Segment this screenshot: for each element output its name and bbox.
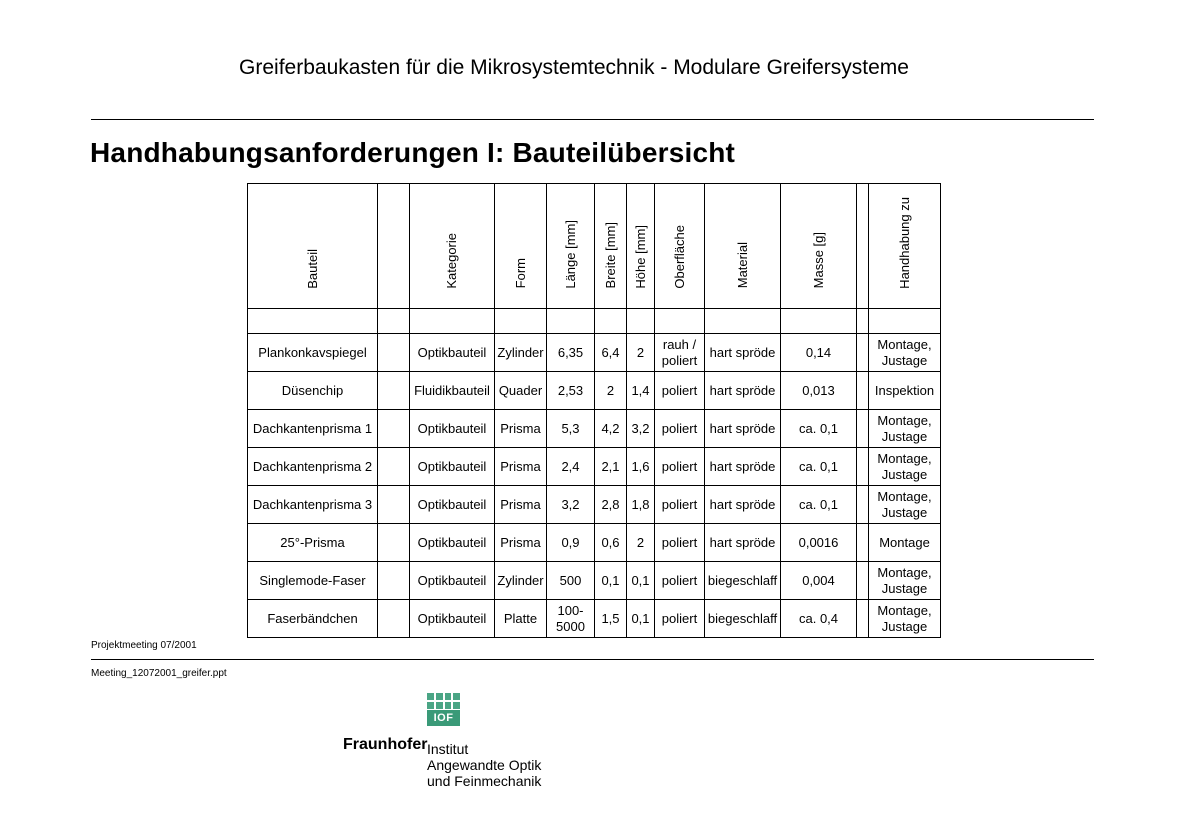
- cell-handhabung: Montage, Justage: [869, 448, 941, 486]
- cell-kategorie: Fluidikbauteil: [410, 372, 495, 410]
- cell-material: biegeschlaff: [705, 600, 781, 638]
- spacer-cell: [378, 448, 410, 486]
- cell-form: Prisma: [495, 448, 547, 486]
- spacer-cell: [378, 410, 410, 448]
- table-row: [248, 524, 941, 562]
- table-row: [248, 448, 941, 486]
- cell-hoehe: 1,4: [627, 372, 655, 410]
- table-row: [248, 486, 941, 524]
- cell-handhabung: Inspektion: [869, 372, 941, 410]
- footer-divider: [91, 659, 1094, 660]
- header-divider: [91, 119, 1094, 120]
- cell-masse: ca. 0,1: [781, 486, 857, 524]
- cell-form: Platte: [495, 600, 547, 638]
- header-kategorie: Kategorie: [410, 184, 495, 309]
- header-laenge: Länge [mm]: [547, 184, 595, 309]
- cell-form: Prisma: [495, 410, 547, 448]
- cell-bauteil: Dachkantenprisma 2: [248, 448, 378, 486]
- cell-oberflaeche: poliert: [655, 448, 705, 486]
- spacer-cell: [857, 524, 869, 562]
- cell-kategorie: Optikbauteil: [410, 448, 495, 486]
- table-spacer-row: [248, 309, 941, 334]
- iof-badge: IOF: [427, 710, 460, 726]
- cell-breite: 0,1: [595, 562, 627, 600]
- cell-laenge: 500: [547, 562, 595, 600]
- table-header-row: [248, 184, 941, 309]
- header-masse: Masse [g]: [781, 184, 857, 309]
- cell-oberflaeche: poliert: [655, 524, 705, 562]
- table-row: [248, 562, 941, 600]
- spacer-cell: [857, 600, 869, 638]
- cell-kategorie: Optikbauteil: [410, 524, 495, 562]
- cell-hoehe: 0,1: [627, 562, 655, 600]
- cell-material: hart spröde: [705, 410, 781, 448]
- cell-bauteil: Plankonkavspiegel: [248, 334, 378, 372]
- cell-material: hart spröde: [705, 486, 781, 524]
- cell-bauteil: Dachkantenprisma 1: [248, 410, 378, 448]
- cell-handhabung: Montage, Justage: [869, 410, 941, 448]
- cell-bauteil: Dachkantenprisma 3: [248, 486, 378, 524]
- cell-hoehe: 0,1: [627, 600, 655, 638]
- cell-material: hart spröde: [705, 372, 781, 410]
- header-hoehe: Höhe [mm]: [627, 184, 655, 309]
- cell-masse: 0,14: [781, 334, 857, 372]
- spacer-cell: [857, 372, 869, 410]
- cell-oberflaeche: rauh / poliert: [655, 334, 705, 372]
- spacer-cell: [857, 562, 869, 600]
- cell-bauteil: Singlemode-Faser: [248, 562, 378, 600]
- cell-hoehe: 2: [627, 334, 655, 372]
- table-row: [248, 410, 941, 448]
- cell-handhabung: Montage, Justage: [869, 334, 941, 372]
- cell-masse: ca. 0,4: [781, 600, 857, 638]
- cell-material: biegeschlaff: [705, 562, 781, 600]
- cell-breite: 4,2: [595, 410, 627, 448]
- cell-bauteil: Faserbändchen: [248, 600, 378, 638]
- cell-bauteil: 25°-Prisma: [248, 524, 378, 562]
- cell-hoehe: 3,2: [627, 410, 655, 448]
- cell-kategorie: Optikbauteil: [410, 600, 495, 638]
- meeting-label: Projektmeeting 07/2001: [91, 640, 197, 651]
- cell-handhabung: Montage, Justage: [869, 486, 941, 524]
- cell-hoehe: 1,8: [627, 486, 655, 524]
- spacer-cell: [378, 524, 410, 562]
- cell-kategorie: Optikbauteil: [410, 410, 495, 448]
- cell-handhabung: Montage, Justage: [869, 562, 941, 600]
- table-row: [248, 334, 941, 372]
- presentation-title: Greiferbaukasten für die Mikrosystemtechnik - Modulare Greifersysteme: [239, 56, 909, 79]
- spacer-cell: [378, 486, 410, 524]
- cell-breite: 1,5: [595, 600, 627, 638]
- cell-kategorie: Optikbauteil: [410, 562, 495, 600]
- institute-line-1: Institut: [427, 741, 469, 757]
- spacer-cell: [857, 448, 869, 486]
- spacer-cell: [378, 334, 410, 372]
- cell-laenge: 0,9: [547, 524, 595, 562]
- spacer-cell: [378, 372, 410, 410]
- cell-laenge: 5,3: [547, 410, 595, 448]
- cell-breite: 2,1: [595, 448, 627, 486]
- cell-form: Quader: [495, 372, 547, 410]
- cell-laenge: 2,53: [547, 372, 595, 410]
- parts-table: [247, 183, 941, 638]
- cell-oberflaeche: poliert: [655, 372, 705, 410]
- cell-breite: 0,6: [595, 524, 627, 562]
- cell-material: hart spröde: [705, 448, 781, 486]
- institute-line-3: und Feinmechanik: [427, 773, 542, 789]
- cell-masse: 0,013: [781, 372, 857, 410]
- cell-laenge: 100-5000: [547, 600, 595, 638]
- table-row: [248, 600, 941, 638]
- header-breite: Breite [mm]: [595, 184, 627, 309]
- cell-masse: 0,004: [781, 562, 857, 600]
- spacer-cell: [378, 562, 410, 600]
- cell-breite: 6,4: [595, 334, 627, 372]
- cell-kategorie: Optikbauteil: [410, 334, 495, 372]
- cell-kategorie: Optikbauteil: [410, 486, 495, 524]
- cell-form: Prisma: [495, 486, 547, 524]
- cell-masse: ca. 0,1: [781, 448, 857, 486]
- cell-form: Prisma: [495, 524, 547, 562]
- table-row: [248, 372, 941, 410]
- header-oberflaeche: Oberfläche: [655, 184, 705, 309]
- cell-form: Zylinder: [495, 562, 547, 600]
- institute-line-2: Angewandte Optik: [427, 757, 542, 773]
- cell-laenge: 2,4: [547, 448, 595, 486]
- cell-hoehe: 1,6: [627, 448, 655, 486]
- cell-material: hart spröde: [705, 334, 781, 372]
- spacer-cell: [378, 600, 410, 638]
- header-handhabung: Handhabung zu: [869, 184, 941, 309]
- cell-breite: 2,8: [595, 486, 627, 524]
- cell-laenge: 3,2: [547, 486, 595, 524]
- cell-breite: 2: [595, 372, 627, 410]
- cell-bauteil: Düsenchip: [248, 372, 378, 410]
- file-name: Meeting_12072001_greifer.ppt: [91, 668, 227, 679]
- cell-form: Zylinder: [495, 334, 547, 372]
- cell-masse: 0,0016: [781, 524, 857, 562]
- cell-oberflaeche: poliert: [655, 410, 705, 448]
- institute-name: [427, 741, 541, 789]
- cell-oberflaeche: poliert: [655, 562, 705, 600]
- cell-oberflaeche: poliert: [655, 600, 705, 638]
- cell-material: hart spröde: [705, 524, 781, 562]
- cell-handhabung: Montage: [869, 524, 941, 562]
- header-bauteil: Bauteil: [248, 184, 378, 309]
- spacer-cell: [857, 334, 869, 372]
- spacer-cell: [857, 410, 869, 448]
- cell-hoehe: 2: [627, 524, 655, 562]
- cell-handhabung: Montage, Justage: [869, 600, 941, 638]
- header-material: Material: [705, 184, 781, 309]
- cell-masse: ca. 0,1: [781, 410, 857, 448]
- cell-laenge: 6,35: [547, 334, 595, 372]
- fraunhofer-wordmark: Fraunhofer: [343, 736, 428, 753]
- cell-oberflaeche: poliert: [655, 486, 705, 524]
- header-form: Form: [495, 184, 547, 309]
- slide-title: Handhabungsanforderungen I: Bauteilübersicht: [90, 137, 736, 168]
- spacer-cell: [857, 486, 869, 524]
